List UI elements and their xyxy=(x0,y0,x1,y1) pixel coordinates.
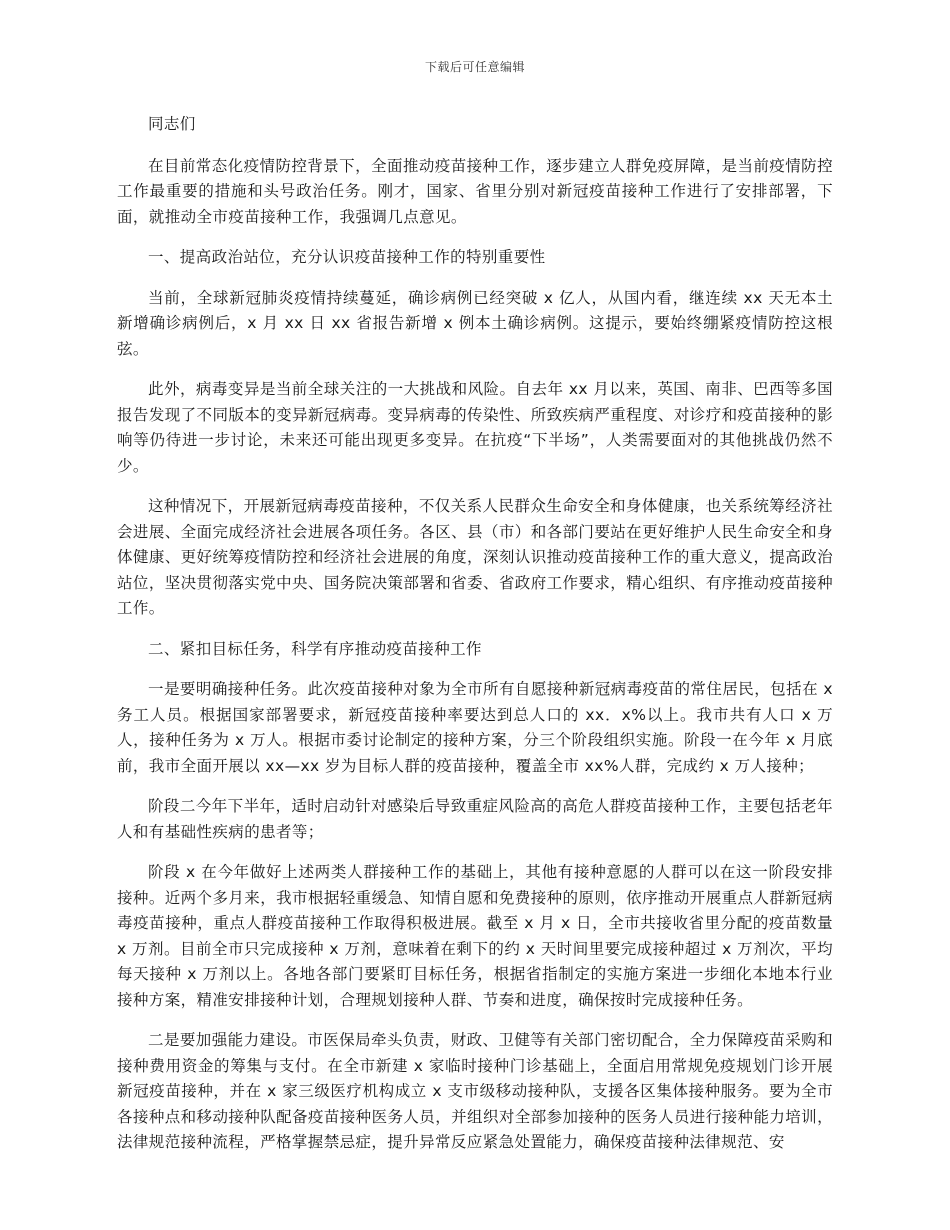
paragraph: 一是要明确接种任务。此次疫苗接种对象为全市所有自愿接种新冠病毒疫苗的常住居民，包括在 x 务工人员。根据国家部署要求，新冠疫苗接种率要达到总人口的 xx．x%以上。我市共有人口 x 万人，接种任务为 x 万人。根据市委讨论制定的接种方案，分三个阶段组织实施。阶段一在今年 x 月底前，我市全面开展以 xx—xx 岁为目标人群的疫苗接种，覆盖全市 xx%人群，完成约 x 万人接种； xyxy=(117,680,833,775)
document-body xyxy=(117,112,833,1171)
paragraph-intro: 在目前常态化疫情防控背景下，全面推动疫苗接种工作，逐步建立人群免疫屏障，是当前疫情防控工作最重要的措施和头号政治任务。刚才，国家、省里分别对新冠疫苗接种工作进行了安排部署，下面，就推动全市疫苗接种工作，我强调几点意见。 xyxy=(117,156,833,226)
paragraph: 当前，全球新冠肺炎疫情持续蔓延，确诊病例已经突破 x 亿人，从国内看，继连续 xx 天无本土新增确诊病例后，x 月 xx 日 xx 省报告新增 x 例本土确诊病例。这提示，要始终绷紧疫情防控这根弦。 xyxy=(117,288,833,358)
paragraph: 二是要加强能力建设。市医保局牵头负责，财政、卫健等有关部门密切配合，全力保障疫苗采购和接种费用资金的筹集与支付。在全市新建 x 家临时接种门诊基础上，全面启用常规免疫规划门诊开展新冠疫苗接种，并在 x 家三级医疗机构成立 x 支市级移动接种队，支援各区集体接种服务。要为全市各接种点和移动接种队配备疫苗接种医务人员，并组织对全部参加接种的医务人员进行接种能力培训，法律规范接种流程，严格掌握禁忌症，提升异常反应紧急处置能力，确保疫苗接种法律规范、安 xyxy=(117,1031,833,1151)
paragraph: 阶段二今年下半年，适时启动针对感染后导致重症风险高的高危人群疫苗接种工作，主要包括老年人和有基础性疾病的患者等； xyxy=(117,797,833,841)
paragraph: 这种情况下，开展新冠病毒疫苗接种，不仅关系人民群众生命安全和身体健康，也关系统筹经济社会进展、全面完成经济社会进展各项任务。各区、县（市）和各部门要站在更好维护人民生命安全和身体健康、更好统筹疫情防控和经济社会进展的角度，深刻认识推动疫苗接种工作的重大意义，提高政治站位，坚决贯彻落实党中央、国务院决策部署和省委、省政府工作要求，精心组织、有序推动疫苗接种工作。 xyxy=(117,497,833,617)
paragraph: 阶段 x 在今年做好上述两类人群接种工作的基础上，其他有接种意愿的人群可以在这一阶段安排接种。近两个多月来，我市根据轻重缓急、知情自愿和免费接种的原则，依序推动开展重点人群新冠病毒疫苗接种，重点人群疫苗接种工作取得积极进展。截至 x 月 x 日，全市共接收省里分配的疫苗数量 x 万剂。目前全市只完成接种 x 万剂，意味着在剩下的约 x 天时间里要完成接种超过 x 万剂次，平均每天接种 x 万剂以上。各地各部门要紧盯目标任务，根据省指制定的实施方案进一步细化本地本行业接种方案，精准安排接种计划，合理规划接种人群、节奏和进度，确保按时完成接种任务。 xyxy=(117,863,833,1009)
paragraph: 此外，病毒变异是当前全球关注的一大挑战和风险。自去年 xx 月以来，英国、南非、巴西等多国报告发现了不同版本的变异新冠病毒。变异病毒的传染性、所致疾病严重程度、对诊疗和疫苗接种的影响等仍待进一步讨论，未来还可能出现更多变异。在抗疫“下半场”，人类需要面对的其他挑战仍然不少。 xyxy=(117,380,833,475)
salutation: 同志们 xyxy=(148,115,196,133)
section-heading-1: 一、提高政治站位，充分认识疫苗接种工作的特别重要性 xyxy=(148,248,546,266)
section-heading-2: 二、紧扣目标任务，科学有序推动疫苗接种工作 xyxy=(148,639,482,658)
page-header-note: 下载后可任意编辑 xyxy=(424,60,525,74)
